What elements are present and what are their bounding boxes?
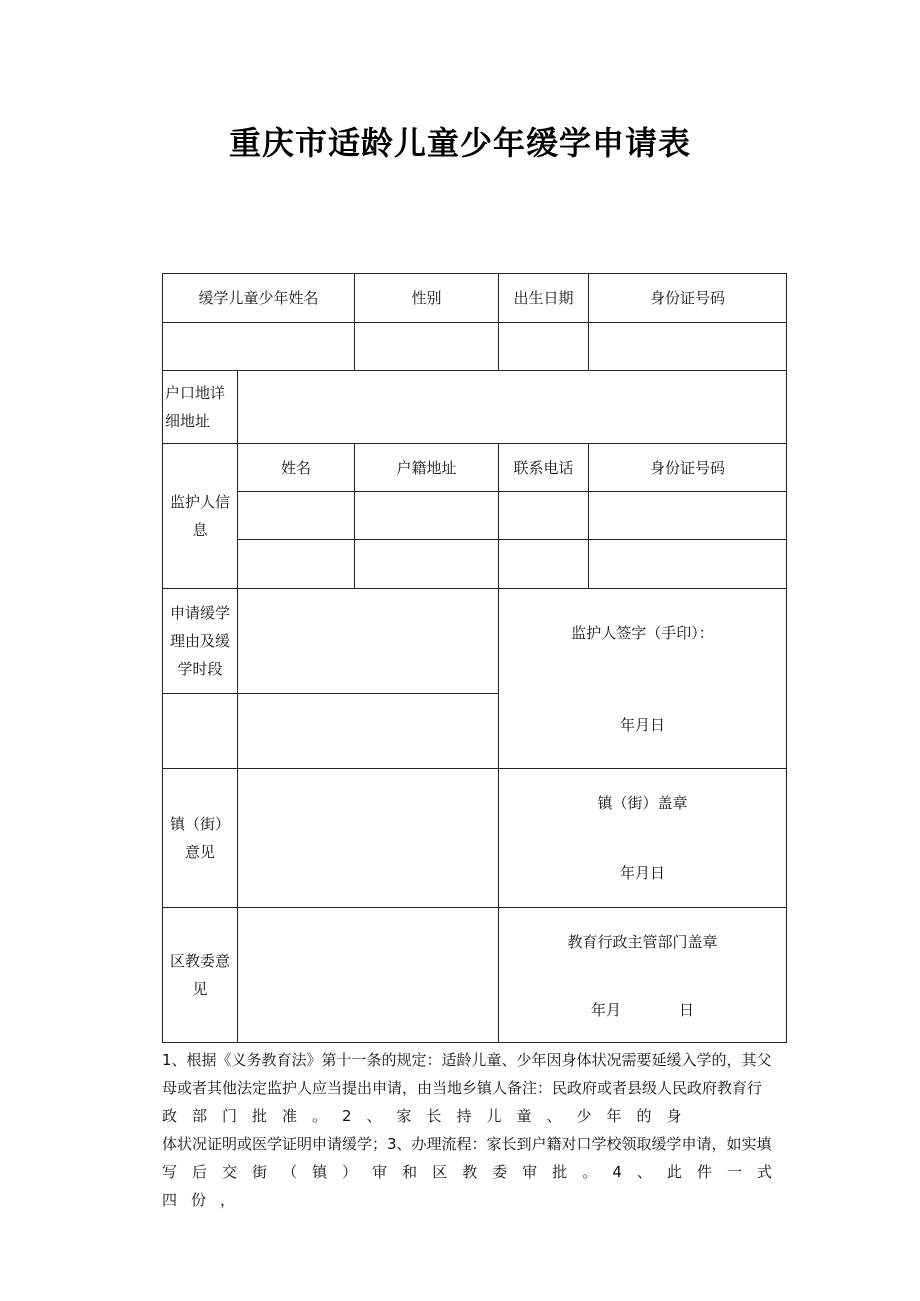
reason-field[interactable]: [238, 589, 499, 694]
guardian-name-field[interactable]: [238, 492, 355, 540]
edu-seal-date: [499, 996, 786, 1024]
guardian-id-field[interactable]: [589, 540, 787, 589]
application-form-table: [162, 273, 787, 1043]
guardian-name-field[interactable]: [238, 540, 355, 589]
district-opinion-field[interactable]: [238, 908, 499, 1043]
reason-label: 申请缓学 理由及缓 学时段: [163, 589, 238, 694]
town-seal-cell[interactable]: [499, 769, 787, 908]
note-line: 体状况证明或医学证明申请缓学；3、办理流程：家长到户籍对口学校领取缓学申请，如实填: [162, 1135, 772, 1153]
guardian-hukou-field[interactable]: [355, 492, 499, 540]
guardian-hukou-header: 户籍地址: [355, 444, 499, 492]
edu-seal-label: 教育行政主管部门盖章: [567, 933, 718, 951]
edu-seal-cell[interactable]: [499, 908, 787, 1043]
gender-header: 性别: [355, 274, 499, 323]
notes-section: [162, 1046, 786, 1214]
guardian-signature-label: 监护人签字（手印）：: [571, 624, 714, 642]
child-name-header: 缓学儿童少年姓名: [163, 274, 355, 323]
note-line: 政部门批准。2、家长持儿童、少年的身: [162, 1107, 697, 1125]
note-line: 1、根据《义务教育法》第十一条的规定：适龄儿童、少年因身体状况需要延缓入学的，其父: [162, 1051, 772, 1069]
town-seal-date: 年月日: [620, 864, 666, 882]
edu-seal-date-month: 年月: [591, 1001, 622, 1019]
child-name-field[interactable]: [163, 323, 355, 371]
town-opinion-field[interactable]: [238, 769, 499, 908]
guardian-phone-header: 联系电话: [499, 444, 589, 492]
town-opinion-label: 镇（街） 意见: [163, 769, 238, 908]
blank-label-cell: [163, 694, 238, 769]
edu-seal-date-day: 日: [679, 1001, 695, 1019]
reason-period-field[interactable]: [238, 694, 499, 769]
guardian-name-header: 姓名: [238, 444, 355, 492]
page-title: 重庆市适龄儿童少年缓学申请表: [228, 124, 691, 162]
district-opinion-label: 区教委意 见: [163, 908, 238, 1043]
guardian-phone-field[interactable]: [499, 540, 589, 589]
birth-date-field[interactable]: [499, 323, 589, 371]
gender-field[interactable]: [355, 323, 499, 371]
guardian-phone-field[interactable]: [499, 492, 589, 540]
guardian-id-field[interactable]: [589, 492, 787, 540]
guardian-signature-date: 年月日: [620, 716, 666, 734]
hukou-address-field[interactable]: [238, 371, 787, 444]
town-seal-label: 镇（街）盖章: [597, 794, 688, 812]
id-number-field[interactable]: [589, 323, 787, 371]
guardian-id-header: 身份证号码: [589, 444, 787, 492]
guardian-hukou-field[interactable]: [355, 540, 499, 589]
birth-date-header: 出生日期: [499, 274, 589, 323]
note-line: 母或者其他法定监护人应当提出申请，由当地乡镇人备注：民政府或者县级人民政府教育行: [162, 1079, 763, 1097]
hukou-address-label: 户口地详 细地址: [163, 371, 238, 444]
guardian-info-label: 监护人信 息: [163, 444, 238, 589]
note-line: 写后交街（镇）审和区教委审批。4、此件一式四份，: [162, 1163, 786, 1209]
guardian-signature-cell[interactable]: [499, 589, 787, 769]
id-number-header: 身份证号码: [589, 274, 787, 323]
